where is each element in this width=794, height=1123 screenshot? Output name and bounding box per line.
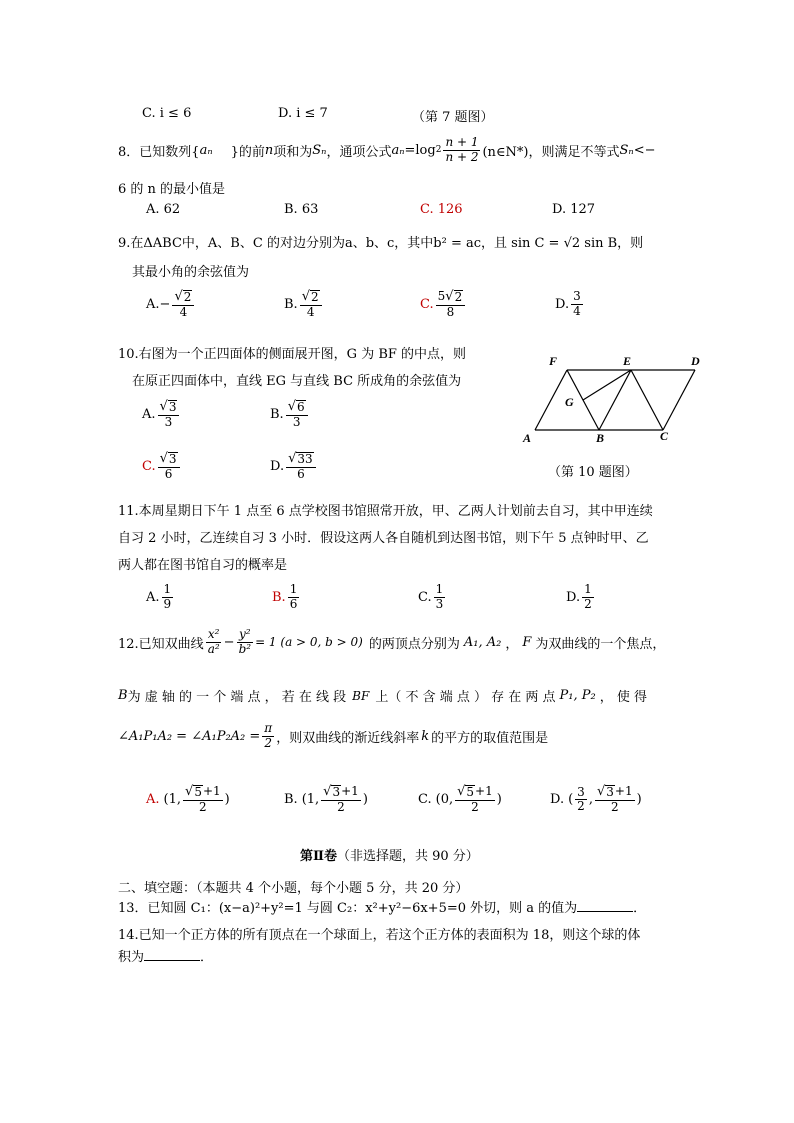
q7-option-c: C. i ≤ 6 xyxy=(142,106,192,121)
q9-option-d: D. $\frac{3}{4}$ xyxy=(555,289,581,318)
q10-option-a: A. √ 3 3 xyxy=(142,400,181,430)
q11-stem-line2: 自习 2 小时，乙连续自习 3 小时．假设这两人各自随机到达图书馆，则下午 5 点钟时甲、乙 xyxy=(118,531,649,546)
q10-option-c: C. √ 3 6 xyxy=(142,452,182,482)
label-E: E xyxy=(623,354,632,368)
q9-option-b: B. √ 2 4 xyxy=(284,290,324,320)
q14-stem-line1: 14.已知一个正方体的所有顶点在一个球面上，若这个正方体的表面积为 18，则这个球的体 xyxy=(118,928,641,943)
q14-stem-line2: 积为 ． xyxy=(118,950,214,965)
q14-answer-blank[interactable] xyxy=(144,948,200,961)
q8-option-b: B. 63 xyxy=(284,202,319,217)
q9-option-c: C. 5 √ 2 8 xyxy=(420,290,467,320)
q12-stem-line1: 12.已知双曲线 $\frac{\text{x²}}{\text{a²}}$ − $\frac{\text{y²}}{\text{b²}}$ = 1 (a > 0, b > 0) 的两顶点分别为 A₁, A₂ ， F 为双曲线的一个焦点， xyxy=(118,627,666,656)
q11-option-b: B. $\frac{1}{6}$ xyxy=(272,582,298,611)
label-C: C xyxy=(660,429,669,443)
q9-option-a: A. − √ 2 4 xyxy=(146,290,196,320)
q11-option-d: D. $\frac{1}{2}$ xyxy=(566,582,592,611)
q12-stem-line2: B 为 虚 轴 的 一 个 端 点 ， 若 在 线 段 BF 上（ 不 含 端 点 ） 存 在 两 点 P₁, P₂ ， 使 得 xyxy=(118,688,647,705)
q8-option-c: C. 126 xyxy=(420,202,463,217)
q10-option-d: D. √ 33 6 xyxy=(270,452,318,482)
label-F: F xyxy=(549,354,558,368)
q13-stem: 13．已知圆 C₁：(x−a)²+y²=1 与圆 C₂：x²+y²−6x+5=0 外切，则 a 的值为 ． xyxy=(118,901,647,916)
q8-stem-line1: 8． 已知数列{ aₙ }的前 n 项和为 Sₙ ，通项公式 aₙ =log 2 $\frac{n + 1}{n + 2}$ (n∈N*)，则满足不等式 Sₙ <− xyxy=(118,135,656,164)
q7-option-d: D. i ≤ 7 xyxy=(278,106,328,121)
part2-title: 第Ⅱ卷（非选择题，共 90 分） xyxy=(300,849,479,864)
label-G: G xyxy=(565,395,574,409)
q10-option-b: B. √ 6 3 xyxy=(270,400,310,430)
q12-option-c: C. (0, √ 5 +1 2 ) xyxy=(418,784,502,814)
q12-option-b: B. (1, √ 3 +1 2 ) xyxy=(284,784,368,814)
net-lines xyxy=(535,370,695,430)
fill-in-section-heading: 二、填空题：（本题共 4 个小题，每个小题 5 分，共 20 分） xyxy=(118,881,469,896)
q11-option-c: C. $\frac{1}{3}$ xyxy=(418,582,444,611)
q8-option-a: A. 62 xyxy=(146,202,181,217)
q12-option-a: A. (1, √ 5 +1 2 ) xyxy=(146,784,230,814)
q11-stem-line1: 11.本周星期日下午 1 点至 6 点学校图书馆照常开放，甲、乙两人计划前去自习，其中甲连续 xyxy=(118,504,653,519)
q12-stem-line3: ∠A₁P₁A₂ = ∠A₁P₂A₂ = $\frac{\pi}{2}$ ，则双曲线的渐近线斜率 k 的平方的取值范围是 xyxy=(118,721,549,750)
q9-stem-line2: 其最小角的余弦值为 xyxy=(132,265,250,280)
label-A: A xyxy=(523,431,532,445)
q11-option-a: A. $\frac{1}{9}$ xyxy=(146,582,172,611)
label-D: D xyxy=(691,354,700,368)
q8-stem-line2: 6 的 n 的最小值是 xyxy=(118,182,226,197)
q8-option-d: D. 127 xyxy=(552,202,596,217)
q11-stem-line3: 两人都在图书馆自习的概率是 xyxy=(118,558,288,573)
q9-stem-line1: 9.在ΔABC中，A、B、C 的对边分别为a、b、c，其中b² = ac，且 sin C = √2 sin B，则 xyxy=(118,236,644,251)
q10-stem-line2: 在原正四面体中，直线 EG 与直线 BC 所成角的余弦值为 xyxy=(132,374,462,389)
q10-net-figure xyxy=(515,350,715,450)
q12-option-d: D. ( $\frac{3}{2}$ , √ 3 +1 2 ) xyxy=(550,784,642,814)
q7-figure-caption: （第 7 题图） xyxy=(412,110,494,125)
q13-answer-blank[interactable] xyxy=(577,899,633,912)
q10-figure-caption: （第 10 题图） xyxy=(548,465,638,480)
label-B: B xyxy=(596,431,605,445)
q10-stem-line1: 10.右图为一个正四面体的侧面展开图，G 为 BF 的中点，则 xyxy=(118,347,467,362)
q8-log-fraction: $\frac{n + 1}{n + 2}$ xyxy=(445,135,479,164)
